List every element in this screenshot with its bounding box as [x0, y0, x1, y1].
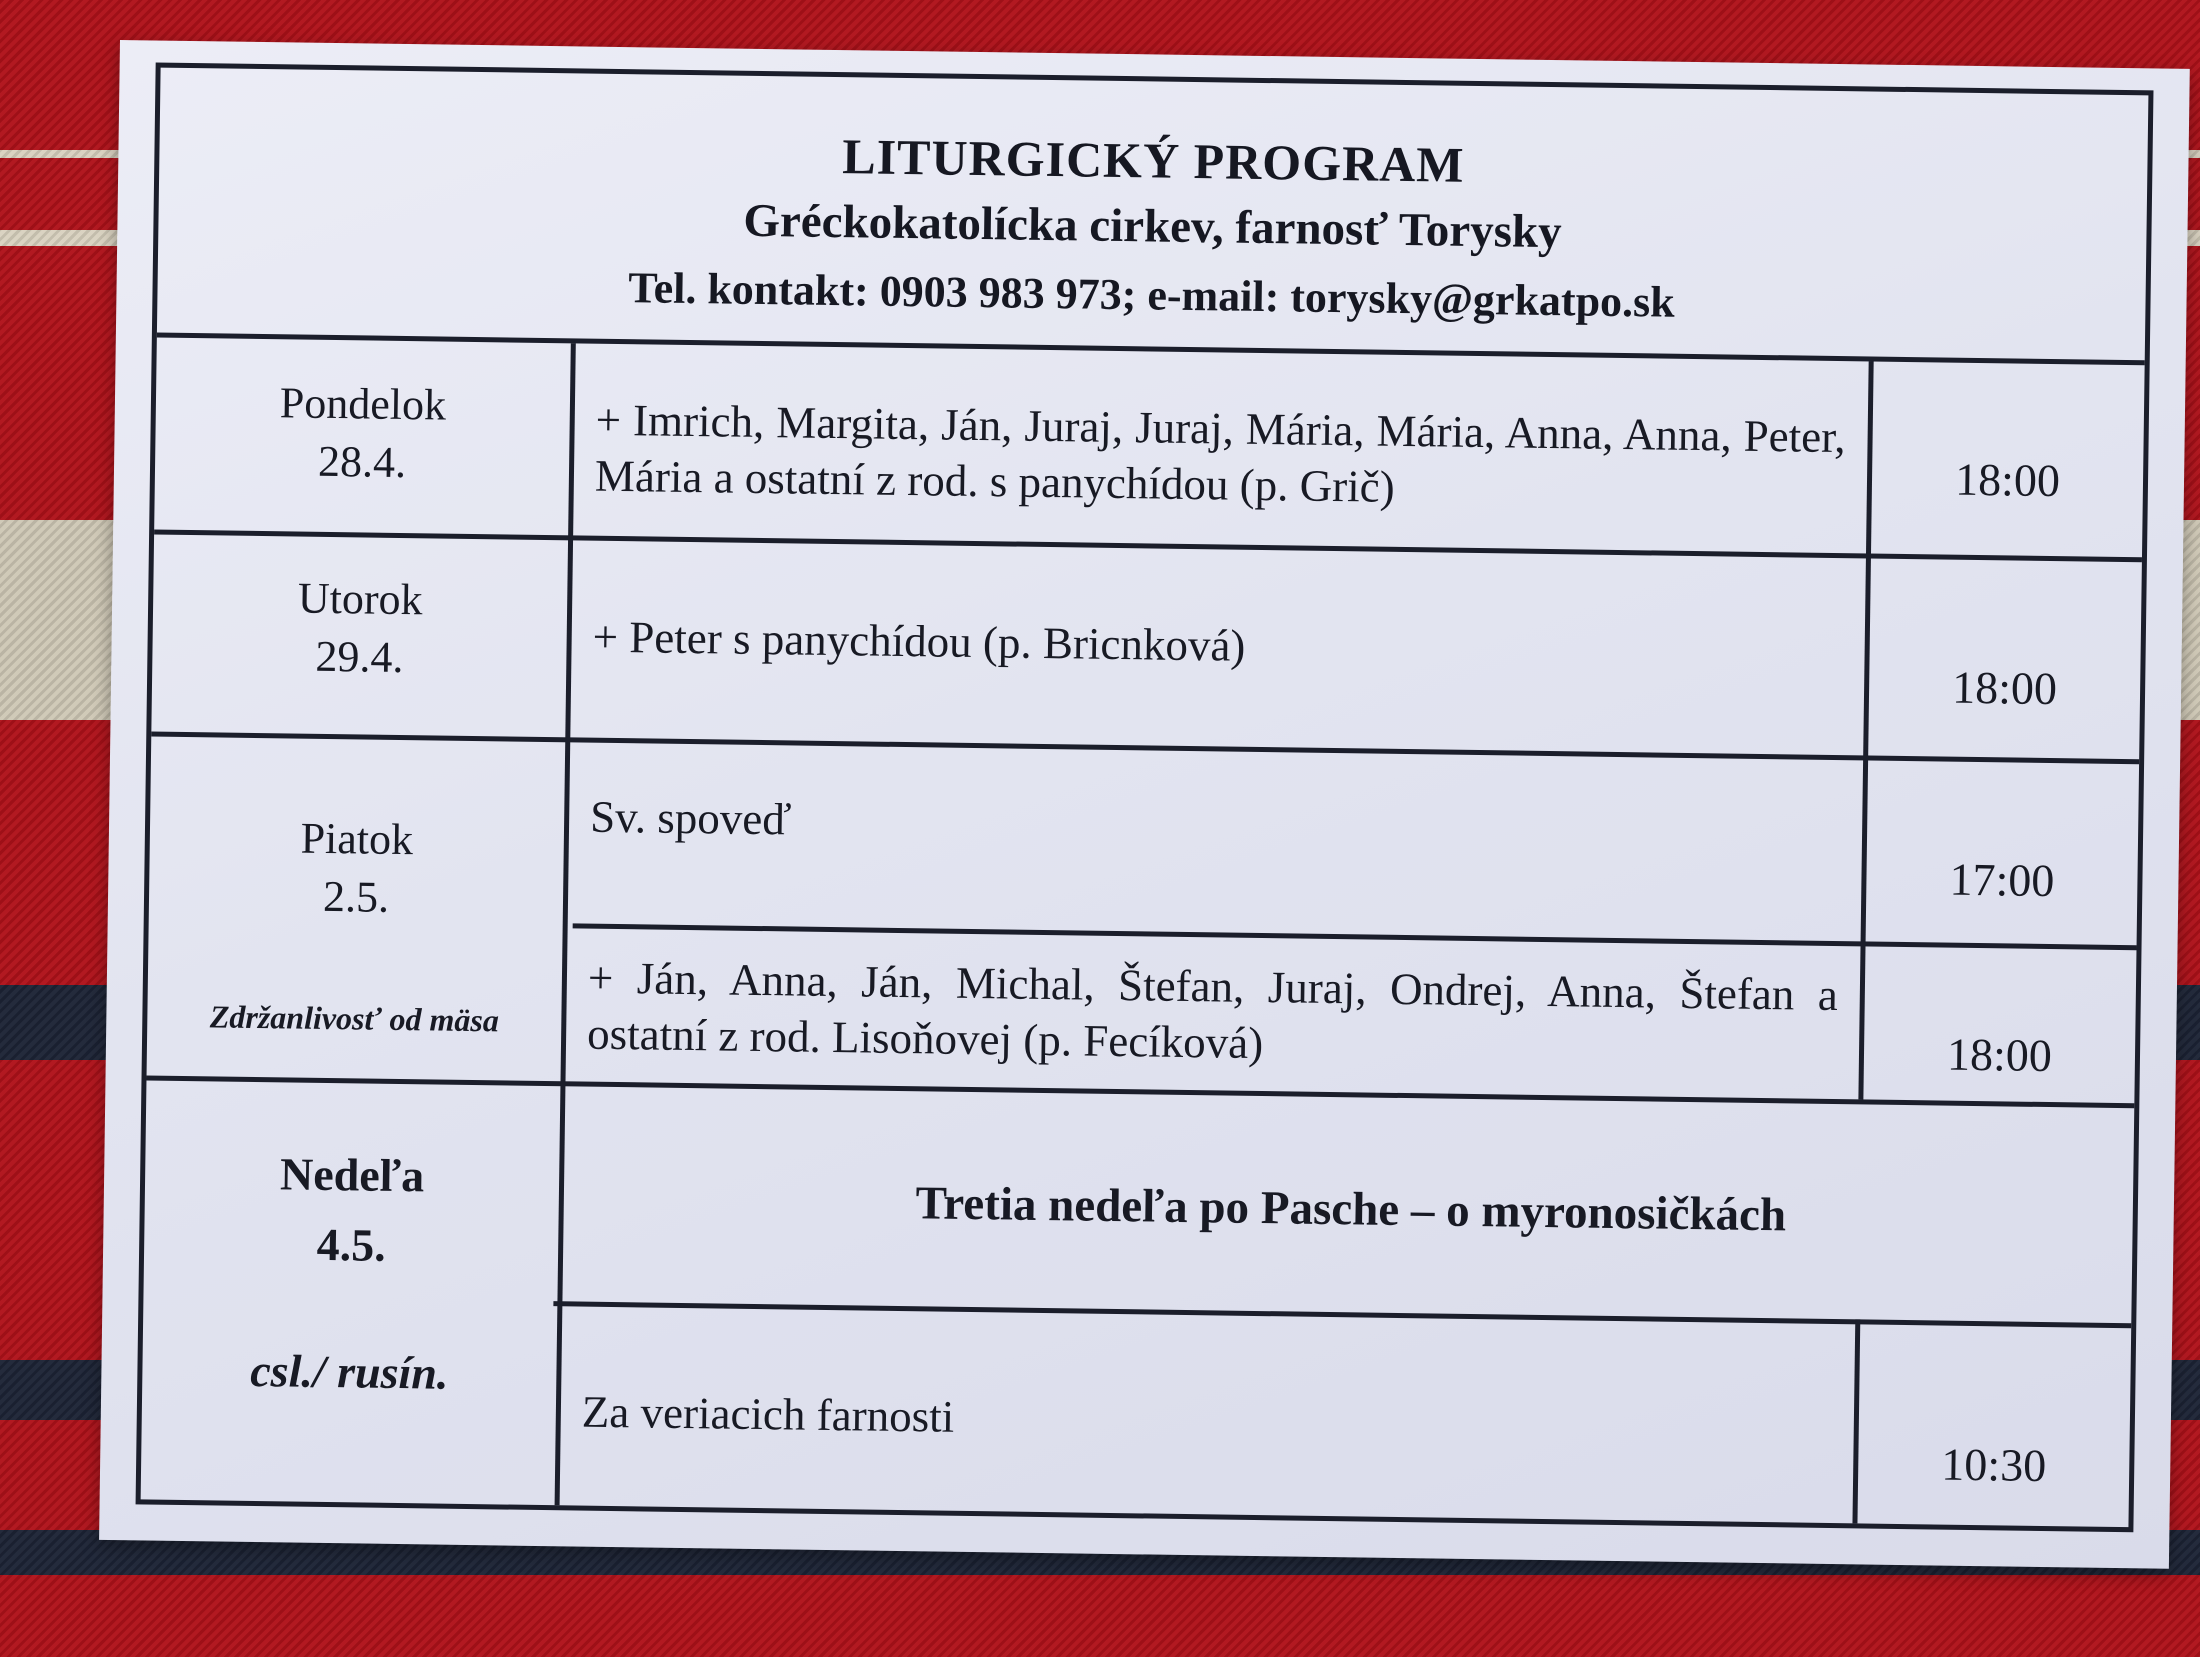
day-name: Nedeľa: [279, 1148, 425, 1202]
parish-name: Gréckokatolícka cirkev, farnosť Torysky: [743, 194, 1562, 259]
entry-time: 17:00: [1949, 853, 2055, 907]
day-name: Utorok: [297, 573, 423, 625]
day-cell: [144, 1137, 560, 1283]
schedule-frame: [136, 63, 2154, 1533]
entry-time: 18:00: [1954, 453, 2061, 507]
day-date: 2.5.: [322, 871, 390, 922]
day-date: 28.4.: [317, 436, 407, 488]
day-date: 29.4.: [315, 631, 404, 683]
row-divider: [154, 530, 2142, 563]
day-date: 4.5.: [316, 1218, 387, 1271]
day-cell: [149, 807, 565, 929]
time-column-divider: [1852, 1319, 1860, 1523]
row-divider: [151, 732, 2139, 765]
day-cell: [152, 568, 568, 690]
entry-description: + Imrich, Margita, Ján, Juraj, Juraj, Mária, Mária, Anna, Anna, Peter, Mária a ostatní z rod. s panychídou (p. Grič): [594, 394, 1846, 512]
program-sheet: [99, 40, 2190, 1569]
contact-info: Tel. kontakt: 0903 983 973; e-mail: torysky@grkatpo.sk: [628, 263, 1676, 327]
sunday-title: Tretia nedeľa po Pasche – o myronosičkách: [915, 1177, 1787, 1242]
entry-divider: [553, 1301, 2131, 1328]
program-title: LITURGICKÝ PROGRAM: [841, 128, 1465, 193]
day-name: Piatok: [300, 813, 414, 865]
entry-description: Sv. spoveď: [589, 791, 792, 845]
day-name: Pondelok: [279, 378, 447, 430]
entry-divider: [573, 923, 2137, 950]
day-cell: [155, 373, 571, 495]
entry-time: 18:00: [1951, 661, 2058, 715]
abstinence-note: Zdržanlivosť od mäsa: [209, 998, 500, 1039]
language-note: csl./ rusín.: [250, 1344, 449, 1399]
entry-time: 18:00: [1946, 1028, 2053, 1082]
entry-time: 10:30: [1941, 1438, 2047, 1492]
program-header: [157, 68, 2149, 366]
entry-description: + Peter s panychídou (p. Bricnková): [592, 611, 1246, 671]
entry-description: Za veriacich farnosti: [581, 1386, 955, 1442]
entry-description: + Ján, Anna, Ján, Michal, Štefan, Juraj, Ondrej, Anna, Štefan a ostatní z rod. Lisoňovej (p. Fecíková): [586, 952, 1839, 1069]
row-divider: [146, 1075, 2134, 1108]
